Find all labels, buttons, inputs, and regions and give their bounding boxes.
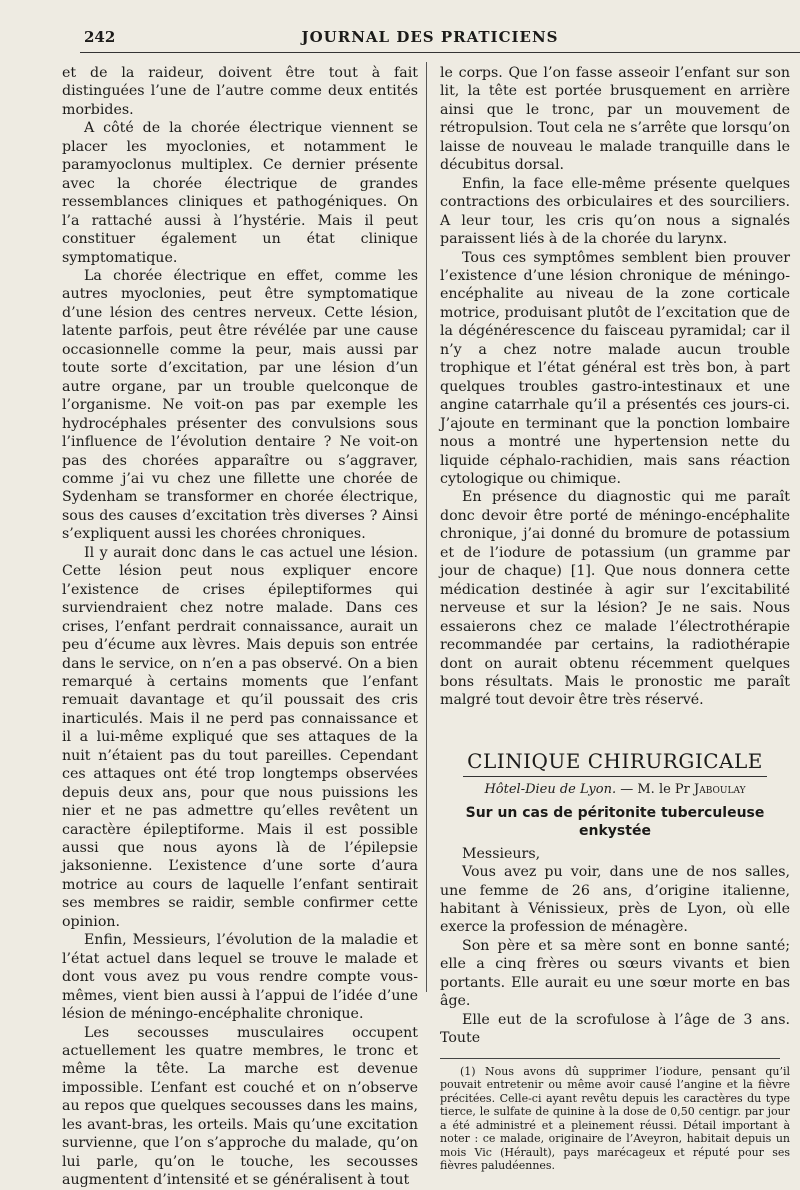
journal-title: JOURNAL DES PRATICIENS	[301, 28, 559, 46]
paragraph: Il y aurait donc dans le cas actuel une lésion. Cette lésion peut nous expliquer encore l’existence de crises épileptiformes qui surviendraient chez notre malade. Dans ces crises, l’enfant perdrait connaissance, aurait un peu d’écume aux lèvres. Mais depuis son entrée dans le service, on n’en a pas observé. On a bien remarqué à certains moments que l’enfant remuait davantage et qu’il poussait des cris inarticulés. Mais il ne perd pas connaissance et il a lui-même expliqué que ses attaques de la nuit n’étaient pas du tout pareilles. Cependant ces attaques ont été trop longtemps observées depuis deux ans, pour que nous puissions les nier et ne pas admettre qu’elles revêtent un caractère épileptiforme. Mais il est possible aussi que nous ayons là de l’épilepsie jaksonienne. L’existence d’une sorte d’aura motrice au cours de laquelle l’enfant sentirait ses membres se raidir, semble confirmer cette opinion.	[62, 544, 418, 930]
byline-author: Jaboulay	[694, 782, 746, 798]
paragraph: Les secousses musculaires occupent actuellement les quatre membres, le tronc et même la tête. La marche est devenue impossible. L’enfant est couché et on n’observe au repos que quelques secousses dans les mains, les avant-bras, les orteils. Mais qu’une excitation survienne, que l’on s’approche du malade, qu’on lui parle, qu’on le touche, les secousses augmentent d’intensité et se généralisent à tout	[62, 1024, 418, 1189]
paragraph: Enfin, la face elle-même présente quelques contractions des orbiculaires et des sourciliers. A leur tour, les cris qu’on nous a signalés paraissent liés à de la chorée du larynx.	[440, 175, 790, 248]
section-title: CLINIQUE CHIRURGICALE	[463, 749, 767, 777]
column-divider	[426, 62, 427, 992]
paragraph: Elle eut de la scrofulose à l’âge de 3 ans. Toute	[440, 1011, 790, 1047]
paragraph: Enfin, Messieurs, l’évolution de la maladie et l’état actuel dans lequel se trouve le malade et dont vous avez pu vous rendre compte vous-mêmes, vient bien aussi à l’appui de l’idée d’une lésion de méningo-encéphalite chronique.	[62, 932, 418, 1023]
paragraph: le corps. Que l’on fasse asseoir l’enfant sur son lit, la tête est portée brusquement en arrière ainsi que le tronc, par un mouvement de rétropulsion. Tout cela ne s’arrête que lorsqu’on laisse de nouveau le malade tranquille dans le décubitus dorsal.	[440, 65, 790, 174]
paragraph: A côté de la chorée électrique viennent se placer les myoclonies, et notamment le paramyoclonus multiplex. Ce dernier présente avec la chorée électrique de grandes ressemblances cliniques et pathogéniques. On l’a rattaché aussi à l’hystérie. Mais il peut constituer également un état clinique symptomatique.	[62, 120, 418, 266]
byline	[440, 781, 790, 799]
page-header	[80, 28, 780, 50]
right-column	[440, 64, 790, 1173]
footnote: (1) Nous avons dû supprimer l’iodure, pensant qu’il pouvait entretenir ou même avoir causé l’angine et la fièvre précitées. Celle-ci ayant revêtu depuis les caractères du type tierce, le sulfate de quinine à la dose de 0,50 centigr. par jour a été administré et a pleinement réussi. Détail important à noter : ce malade, originaire de l’Aveyron, habitait depuis un mois Vic (Hérault), pays marécageux et réputé pour ses fièvres paludéennes.	[440, 1064, 790, 1173]
paragraph: En présence du diagnostic qui me paraît donc devoir être porté de méningo-encéphalite chronique, j’ai donné du bromure de potassium et de l’iodure de potassium (un gramme par jour de chaque) [1]. Que nous donnera cette médication destinée à agir sur l’excitabilité nerveuse et sur la lésion? Je ne sais. Nous essaierons chez ce malade l’électrothérapie recommandée par certains, la radiothérapie dont on aurait obtenu récemment quelques bons résultats. Mais le pronostic me paraît malgré tout devoir être très réservé.	[440, 489, 790, 709]
paragraph: Vous avez pu voir, dans une de nos salles, une femme de 26 ans, d’origine italienne, habitant à Vénissieux, près de Lyon, où elle exerce la profession de ménagère.	[440, 864, 790, 936]
paragraph: La chorée électrique en effet, comme les autres myoclonies, peut être symptomatique d’une lésion des centres nerveux. Cette lésion, latente parfois, peut être révélée par une cause occasionnelle comme la peur, mais aussi par toute sorte d’excitation, par une lésion d’un autre organe, par un trouble quelconque de l’organisme. Ne voit-on pas par exemple les hydrocéphales présenter des convulsions sous l’influence de l’évolution dentaire ? Ne voit-on pas des chorées apparaître ou s’aggraver, comme j’ai vu chez une fillette une chorée de Sydenham se transformer en chorée électrique, sous des causes d’excitation très diverses ? Ainsi s’expliquent aussi les chorées chroniques.	[62, 267, 418, 543]
paragraph: Tous ces symptômes semblent bien prouver l’existence d’une lésion chronique de méningo-encéphalite au niveau de la zone corticale motrice, produisant plutôt de l’excitation que de la dégénérescence du faisceau pyramidal; car il n’y a chez notre malade aucun trouble trophique et l’état général est très bon, à part quelques troubles gastro-intestinaux et une angine catarrhale qu’il a présentés ces jours-ci. J’ajoute en terminant que la ponction lombaire nous a montré une hypertension nette du liquide céphalo-rachidien, mais sans réaction cytologique ou chimique.	[440, 249, 790, 487]
article-title: Sur un cas de péritonite tuberculeuse enkystée	[465, 804, 765, 840]
salutation: Messieurs,	[462, 845, 541, 862]
paragraph: Son père et sa mère sont en bonne santé; elle a cinq frères ou sœurs vivants et bien portants. Elle aurait eu une sœur morte en bas âge.	[440, 937, 790, 1010]
header-rule	[80, 52, 800, 53]
byline-place: Hôtel-Dieu de Lyon.	[484, 782, 617, 798]
page-number: 242	[84, 28, 116, 46]
left-column	[62, 64, 418, 1190]
footnote-rule	[440, 1058, 780, 1059]
section-heading	[440, 748, 790, 773]
byline-dash: — M. le Pr	[620, 782, 690, 798]
paragraph: et de la raideur, doivent être tout à fait distinguées l’une de l’autre comme deux entités morbides.	[62, 65, 418, 118]
